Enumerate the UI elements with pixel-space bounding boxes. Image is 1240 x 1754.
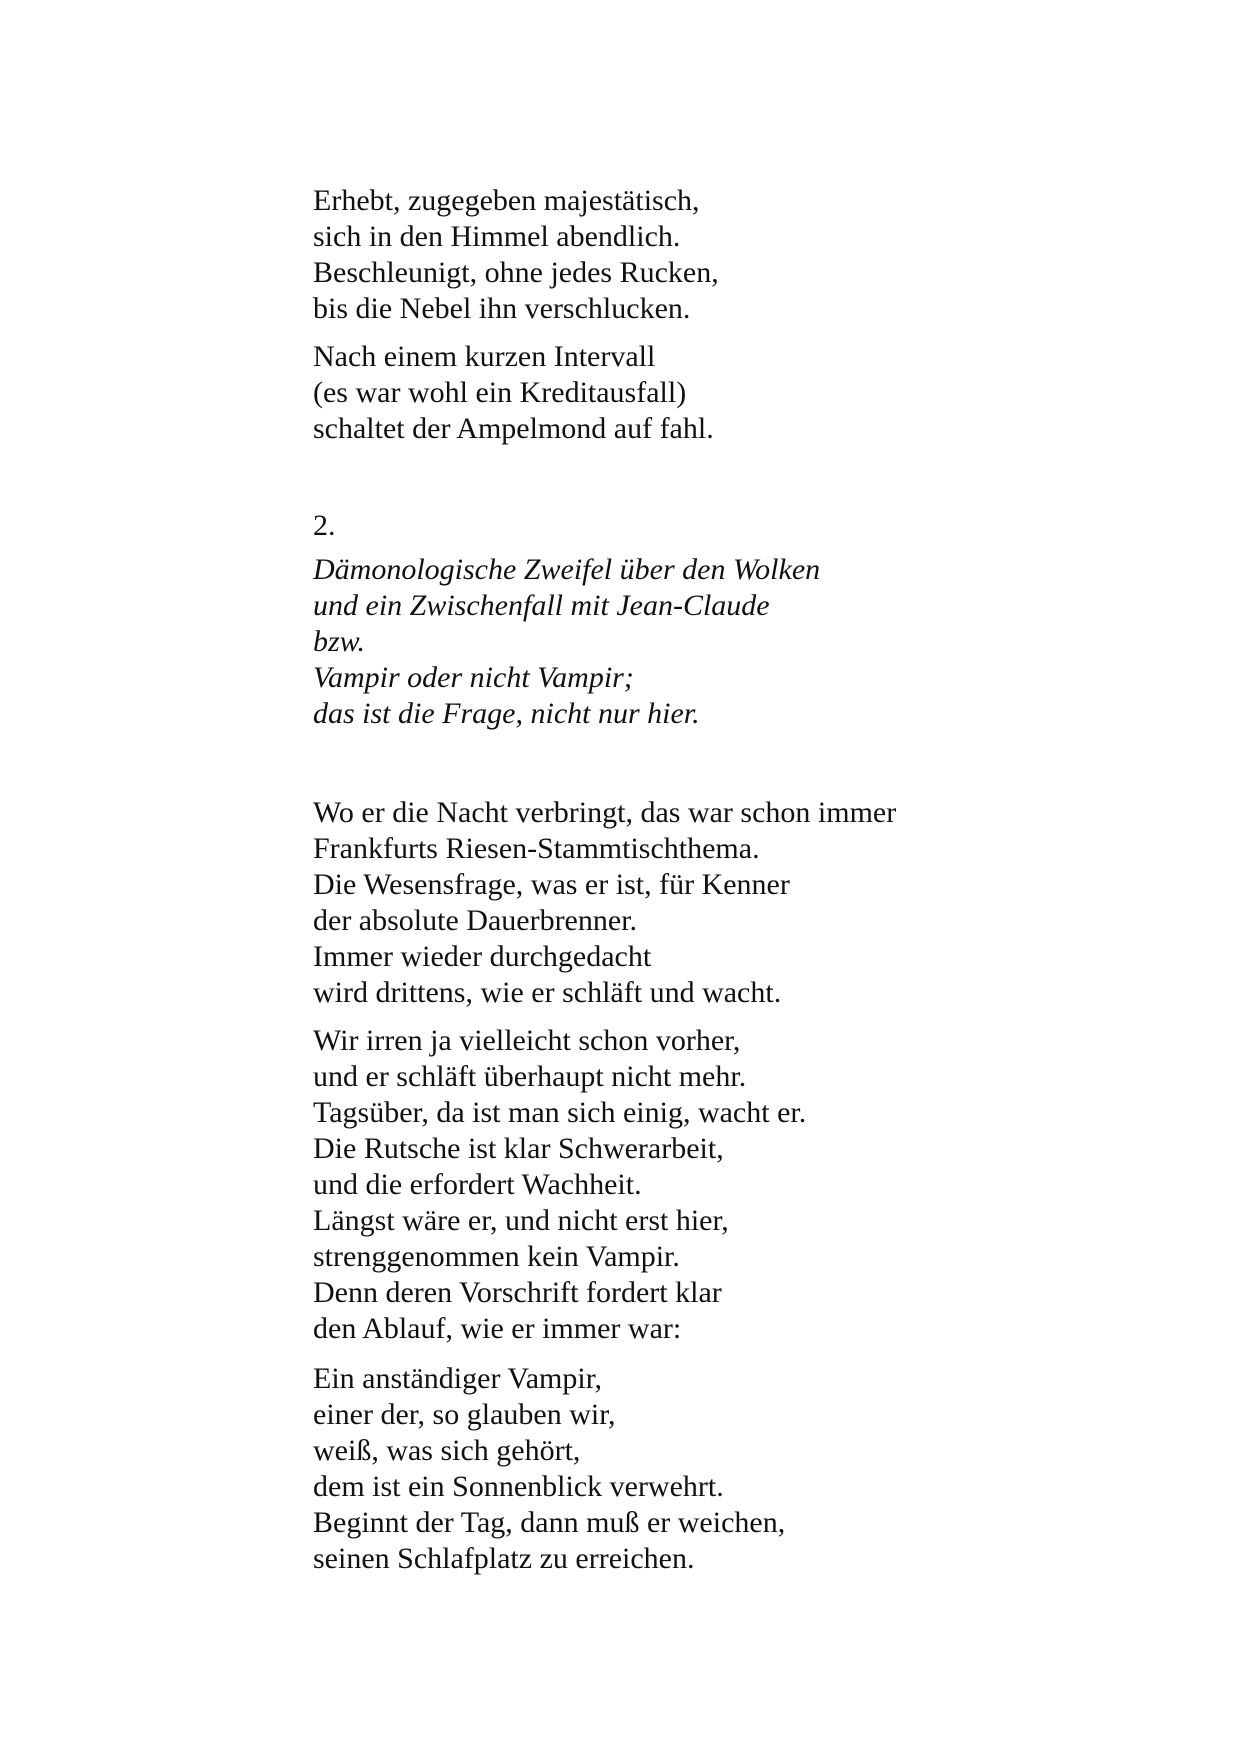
- stanza-5: [313, 1361, 1113, 1577]
- poem-line: Die Rutsche ist klar Schwerarbeit,: [313, 1132, 724, 1165]
- poem-line: Immer wieder durchgedacht: [313, 940, 652, 973]
- poem-line: strenggenommen kein Vampir.: [313, 1240, 680, 1273]
- poem-line: einer der, so glauben wir,: [313, 1398, 616, 1431]
- section-number-text: 2.: [313, 509, 336, 542]
- stanza-2: [313, 339, 1113, 447]
- poem-line: und er schläft überhaupt nicht mehr.: [313, 1060, 747, 1093]
- heading-line: Dämonologische Zweifel über den Wolken: [313, 553, 821, 586]
- poem-line: den Ablauf, wie er immer war:: [313, 1312, 682, 1345]
- poem-line: dem ist ein Sonnenblick verwehrt.: [313, 1470, 724, 1503]
- poem-line: Beschleunigt, ohne jedes Rucken,: [313, 256, 719, 289]
- section-number: [313, 508, 1113, 544]
- poem-line: Frankfurts Riesen-Stammtischthema.: [313, 832, 760, 865]
- poem-line: Die Wesensfrage, was er ist, für Kenner: [313, 868, 790, 901]
- poem-line: bis die Nebel ihn verschlucken.: [313, 292, 691, 325]
- heading-line: Vampir oder nicht Vampir;: [313, 661, 634, 694]
- stanza-1: [313, 183, 1113, 327]
- poem-line: Erhebt, zugegeben majestätisch,: [313, 184, 700, 217]
- poem-line: weiß, was sich gehört,: [313, 1434, 581, 1467]
- heading-line: das ist die Frage, nicht nur hier.: [313, 697, 700, 730]
- poem-line: Nach einem kurzen Intervall: [313, 340, 656, 373]
- poem-line: der absolute Dauerbrenner.: [313, 904, 638, 937]
- poem-line: Denn deren Vorschrift fordert klar: [313, 1276, 722, 1309]
- heading-line: und ein Zwischenfall mit Jean-Claude: [313, 589, 770, 622]
- poem-line: (es war wohl ein Kreditausfall): [313, 376, 687, 409]
- poem-line: Ein anständiger Vampir,: [313, 1362, 603, 1395]
- heading-line: bzw.: [313, 625, 365, 658]
- poem-line: und die erfordert Wachheit.: [313, 1168, 642, 1201]
- poem-line: Wo er die Nacht verbringt, das war schon immer: [313, 796, 897, 829]
- stanza-3: [313, 795, 1113, 1011]
- poem-line: schaltet der Ampelmond auf fahl.: [313, 412, 714, 445]
- poem-line: Beginnt der Tag, dann muß er weichen,: [313, 1506, 786, 1539]
- poem-line: sich in den Himmel abendlich.: [313, 220, 681, 253]
- stanza-4: [313, 1023, 1113, 1347]
- poem-line: Längst wäre er, und nicht erst hier,: [313, 1204, 729, 1237]
- poem-line: seinen Schlafplatz zu erreichen.: [313, 1542, 695, 1575]
- poem-line: Tagsüber, da ist man sich einig, wacht er.: [313, 1096, 807, 1129]
- section-heading: [313, 552, 1113, 732]
- poem-line: Wir irren ja vielleicht schon vorher,: [313, 1024, 741, 1057]
- poem-line: wird drittens, wie er schläft und wacht.: [313, 976, 782, 1009]
